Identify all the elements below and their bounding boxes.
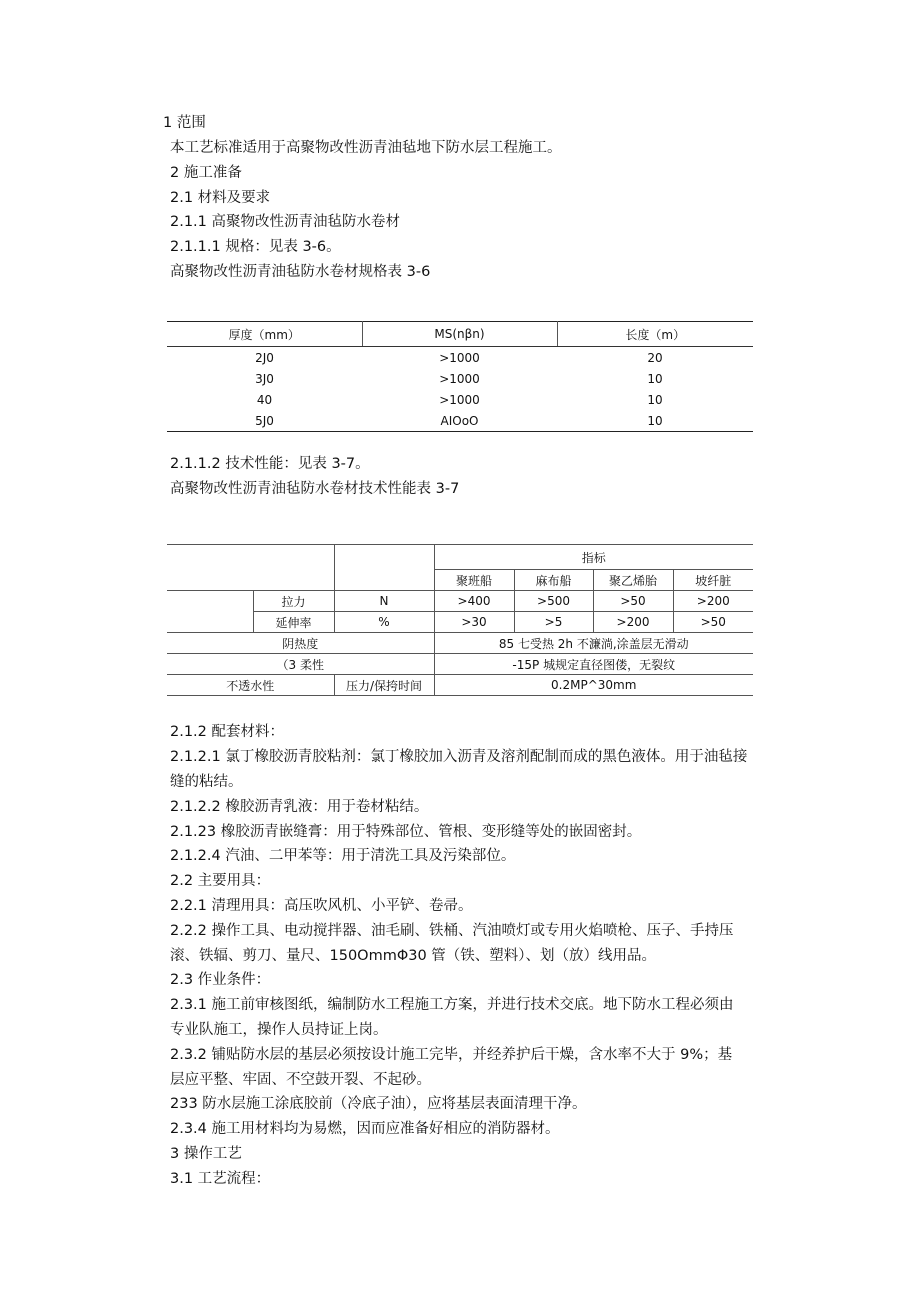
paragraph-fire: 2.3.4 施工用材料均为易燃，因而应准备好相应的消防器材。 [170,1121,560,1137]
table-row [167,612,753,633]
subsection-membrane: 2.1.1 高聚物改性沥青油毡防水卷材 [170,214,401,230]
table-cell: -15P 城规定直径图偻，无裂纹 [434,654,753,675]
paragraph-emulsion: 2.1.2.2 橡胶沥青乳液：用于卷材粘结。 [170,799,429,815]
table-cell: 5J0 [255,413,274,428]
table-header-row [167,322,753,347]
table-cell: >1000 [439,392,480,407]
performance-table [167,544,753,696]
column-header: 聚班船 [434,570,514,591]
table-cell: 85 七受热 2h 不濂淌,涂盖层无滑动 [434,633,753,654]
table1-caption: 高聚物改性沥青油毡防水卷材规格表 3-6 [170,264,431,280]
subsection-materials: 2.1 材料及要求 [170,190,271,206]
table-cell: >50 [593,591,673,612]
table-cell: >1000 [439,371,480,386]
table-row [167,389,753,410]
table-row [167,410,753,432]
unit-cell: N [334,591,434,612]
table-header-row [167,545,753,570]
table-cell: 2J0 [255,350,274,365]
subsection-spec: 2.1.1.1 规格：见表 3-6。 [170,239,341,255]
table-cell: >30 [434,612,514,633]
table-cell: AIOoO [440,413,479,428]
section-heading-scope: 1 范围 [163,115,206,131]
paragraph-cleaning-tools: 2.2.1 清理用具：高压吹风机、小平铲、卷帚。 [170,898,473,914]
row-label: （3 柔性 [167,654,434,675]
table-cell: 20 [647,350,663,365]
spec-table [167,321,753,432]
paragraph-adhesive-1: 2.1.2.1 氯丁橡胶沥青胶粘剂：氯丁橡胶加入沥青及溶剂配制而成的黑色液体。用于油毡接 [170,749,748,765]
paragraph-review-1: 2.3.1 施工前审核图纸，编制防水工程施工方案，并进行技术交底。地下防水工程必须由 [170,997,734,1013]
table-row [167,368,753,389]
row-label: 延伸率 [253,612,334,633]
table2-caption: 高聚物改性沥青油毡防水卷材技术性能表 3-7 [170,481,460,497]
table-cell: 40 [256,392,273,407]
table-cell: 10 [647,371,663,386]
table-cell: 10 [647,413,663,428]
paragraph-operating-tools-2: 滚、铁辐、剪刀、量尺、150OmmΦ30 管（铁、塑料）、划（放）线用品。 [170,948,657,964]
table-cell: >500 [514,591,593,612]
table-row [167,591,753,612]
subsection-performance: 2.1.1.2 技术性能：见表 3-7。 [170,456,370,472]
paragraph-base-1: 2.3.2 铺贴防水层的基层必须按设计施工完毕，并经养护后干燥，含水率不大于 9%；基 [170,1047,733,1063]
table-row [167,347,753,369]
subsection-flow: 3.1 工艺流程： [170,1171,271,1187]
row-label: 不透水性 [167,675,334,696]
paragraph-operating-tools-1: 2.2.2 操作工具、电动搅拌器、油毛刷、铁桶、汽油喷灯或专用火焰喷枪、压子、手持压 [170,923,734,939]
subsection-auxiliary: 2.1.2 配套材料： [170,724,285,740]
table-cell: >5 [514,612,593,633]
column-header: 麻布船 [514,570,593,591]
table-row [167,654,753,675]
indicator-header: 指标 [434,545,753,570]
column-header: 坡纤脏 [673,570,753,591]
table-cell-empty [167,591,253,633]
section-heading-process: 3 操作工艺 [170,1146,242,1162]
row-label: 阴热度 [167,633,434,654]
table-cell: >200 [593,612,673,633]
unit-cell: 压力/保挎时间 [334,675,434,696]
unit-cell: % [334,612,434,633]
table-cell: >400 [434,591,514,612]
paragraph-adhesive-2: 缝的粘结。 [170,774,243,790]
column-header: 长度（m） [557,322,753,347]
paragraph-base-2: 层应平整、牢固、不空鼓开裂、不起砂。 [170,1072,431,1088]
table-cell: >200 [673,591,753,612]
table-cell: 10 [647,392,663,407]
row-label: 拉力 [253,591,334,612]
column-header: 聚乙烯胎 [593,570,673,591]
table-cell: 0.2MP^30mm [434,675,753,696]
section-heading-preparation: 2 施工准备 [170,165,242,181]
paragraph-review-2: 专业队施工，操作人员持证上岗。 [170,1022,388,1038]
table-cell: >50 [673,612,753,633]
table-row [167,633,753,654]
paragraph-primer: 233 防水层施工涂底胶前（冷底子油），应将基层表面清理干净。 [170,1096,587,1112]
subsection-conditions: 2.3 作业条件： [170,972,271,988]
column-header: 厚度（mm） [167,322,362,347]
subsection-tools: 2.2 主要用具： [170,873,271,889]
table-cell: >1000 [439,350,480,365]
table-cell: 3J0 [255,371,274,386]
table-cell-empty [334,545,434,591]
scope-text: 本工艺标准适用于高聚物改性沥青油毡地下防水层工程施工。 [170,140,562,156]
table-row [167,675,753,696]
paragraph-sealant: 2.1.23 橡胶沥青嵌缝膏：用于特殊部位、管根、变形缝等处的嵌固密封。 [170,824,642,840]
paragraph-solvent: 2.1.2.4 汽油、二甲苯等：用于清洗工具及污染部位。 [170,848,516,864]
column-header: MS(nβn) [362,322,557,347]
table-cell-empty [167,545,334,591]
